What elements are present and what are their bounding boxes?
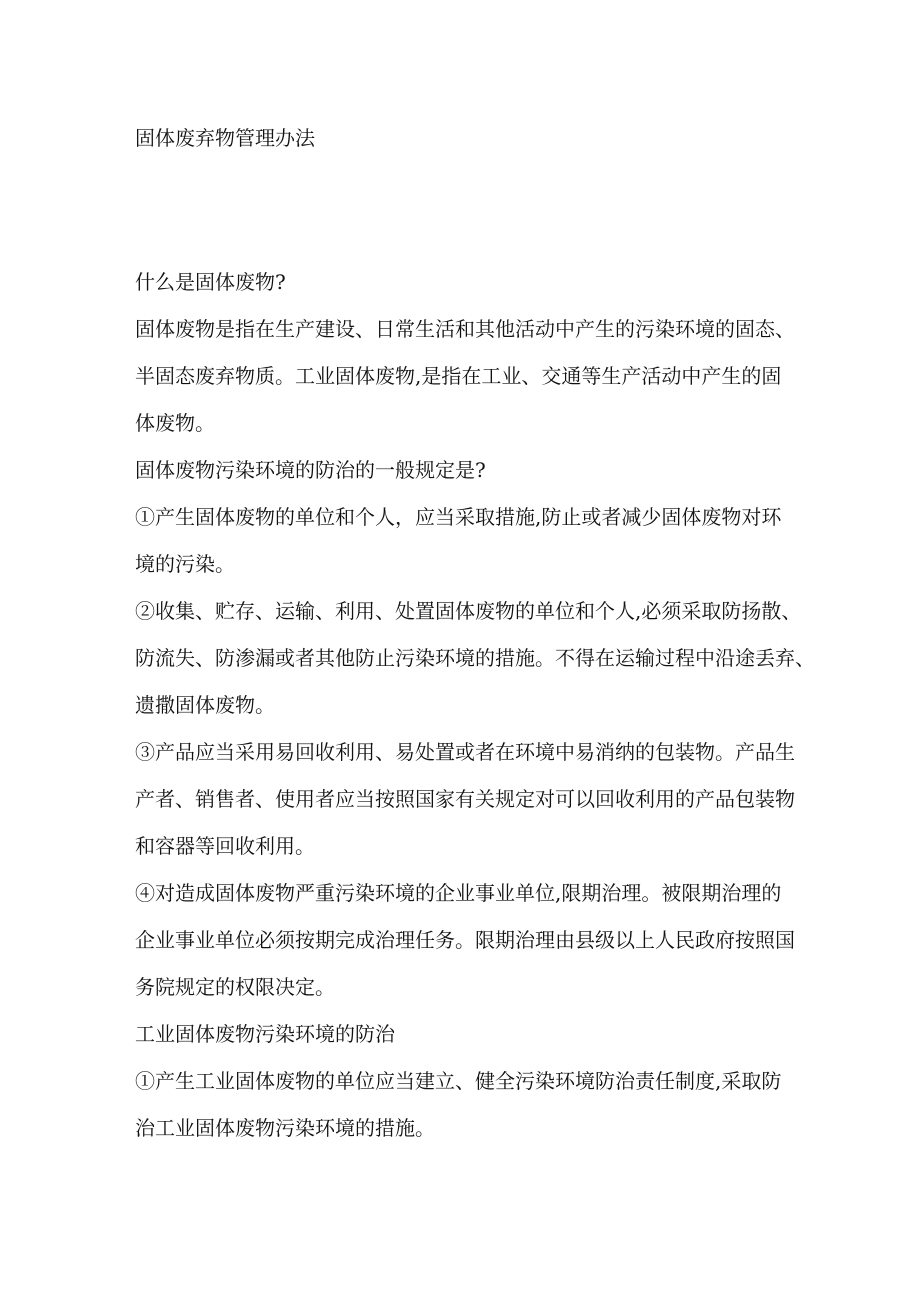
- list-item-line: 防流失、防渗漏或者其他防止污染环境的措施。不得在运输过程中沿途丢弃、: [135, 646, 815, 670]
- list-item-line: ①产生工业固体废物的单位应当建立、健全污染环境防治责任制度,采取防: [135, 1069, 782, 1093]
- document-title: 固体废弃物管理办法: [135, 126, 315, 150]
- list-item-line: 境的污染。: [135, 552, 235, 576]
- list-item-line: 产者、销售者、使用者应当按照国家有关规定对可以回收利用的产品包装物: [135, 787, 795, 811]
- section-heading: 什么是固体废物?: [135, 270, 286, 294]
- paragraph-line: 固体废物是指在生产建设、日常生活和其他活动中产生的污染环境的固态、: [135, 317, 795, 341]
- paragraph-line: 体废物。: [135, 411, 215, 435]
- list-item-line: 治工业固体废物污染环境的措施。: [135, 1116, 435, 1140]
- section-heading: 固体废物污染环境的防治的一般规定是?: [135, 458, 486, 482]
- list-item-line: 和容器等回收利用。: [135, 834, 315, 858]
- list-item-line: 企业事业单位必须按期完成治理任务。限期治理由县级以上人民政府按照国: [135, 928, 795, 952]
- list-item-line: ②收集、贮存、运输、利用、处置固体废物的单位和个人,必须采取防扬散、: [135, 599, 802, 623]
- list-item-line: 务院规定的权限决定。: [135, 975, 335, 999]
- list-item-line: ③产品应当采用易回收利用、易处置或者在环境中易消纳的包装物。产品生: [135, 740, 795, 764]
- list-item-line: 遗撒固体废物。: [135, 693, 275, 717]
- paragraph-line: 半固态废弃物质。工业固体废物,是指在工业、交通等生产活动中产生的固: [135, 364, 782, 388]
- section-heading: 工业固体废物污染环境的防治: [135, 1022, 395, 1046]
- list-item-line: ④对造成固体废物严重污染环境的企业事业单位,限期治理。被限期治理的: [135, 881, 782, 905]
- list-item-line: ①产生固体废物的单位和个人，应当采取措施,防止或者减少固体废物对环: [135, 505, 782, 529]
- document-body: [135, 264, 815, 1157]
